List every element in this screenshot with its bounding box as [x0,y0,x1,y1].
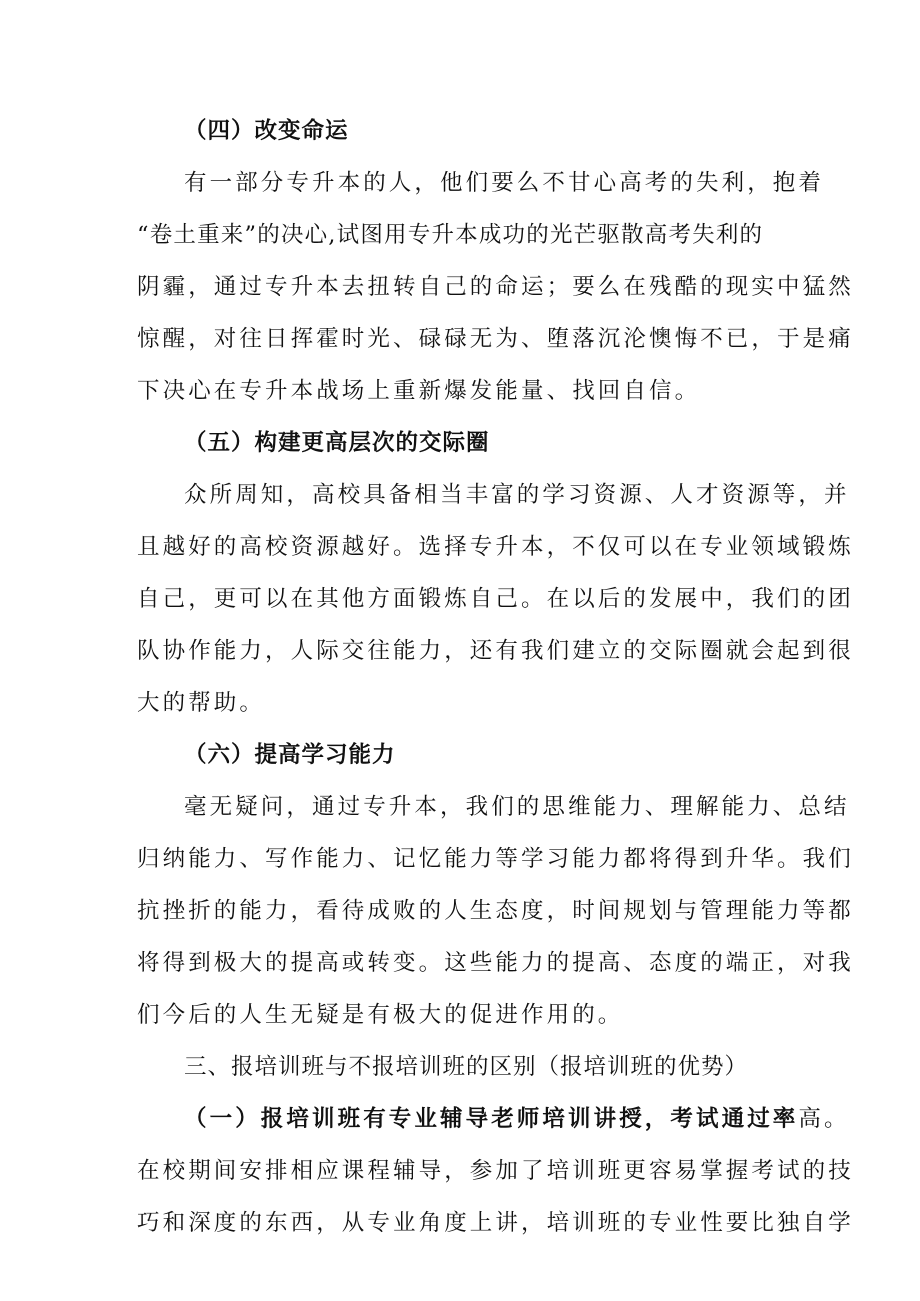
paragraph-line: 自己，更可以在其他方面锻炼自己。在以后的发展中，我们的团 [137,586,854,612]
subheading-bold-text: （一）报培训班有专业辅导老师培训讲授，考试通过率 [184,1106,799,1132]
paragraph-line: “卷土重来”的决心,试图用专升本成功的光芒驱散高考失利的 [137,222,764,248]
paragraph-line: 有一部分专升本的人，他们要么不甘心高考的失利，抱着 [184,170,825,196]
section-heading-learning-ability: （六）提高学习能力 [184,742,396,768]
subheading-rest-text: 高。 [798,1106,850,1132]
paragraph-line: 们今后的人生无疑是有极大的促进作用的。 [137,1002,624,1028]
paragraph-line: 大的帮助。 [137,690,266,716]
paragraph-line: 惊醒，对往日挥霍时光、碌碌无为、堕落沉沦懊悔不已，于是痛 [137,326,854,352]
section-heading-social-circle: （五）构建更高层次的交际圈 [184,430,490,456]
paragraph-line: 巧和深度的东西，从专业角度上讲，培训班的专业性要比独自学 [137,1210,854,1236]
paragraph-line: 队协作能力，人际交往能力，还有我们建立的交际圈就会起到很 [137,638,854,664]
paragraph-line: 抗挫折的能力，看待成败的人生态度，时间规划与管理能力等都 [137,898,854,924]
paragraph-line: 在校期间安排相应课程辅导，参加了培训班更容易掌握考试的技 [137,1158,854,1184]
paragraph-line: 众所周知，高校具备相当丰富的学习资源、人才资源等，并 [184,482,850,508]
paragraph-line: 阴霾，通过专升本去扭转自己的命运；要么在残酷的现实中猛然 [137,274,854,300]
paragraph-line: 毫无疑问，通过专升本，我们的思维能力、理解能力、总结 [184,794,850,820]
part-heading-training-class: 三、报培训班与不报培训班的区别（报培训班的优势） [184,1054,749,1080]
paragraph-line: 归纳能力、写作能力、记忆能力等学习能力都将得到升华。我们 [137,846,854,872]
paragraph-line: 且越好的高校资源越好。选择专升本，不仅可以在专业领域锻炼 [137,534,854,560]
subheading-line [184,1104,864,1134]
section-heading-change-destiny: （四）改变命运 [184,118,349,144]
paragraph-line: 下决心在专升本战场上重新爆发能量、找回自信。 [137,378,701,404]
paragraph-line: 将得到极大的提高或转变。这些能力的提高、态度的端正，对我 [137,950,854,976]
